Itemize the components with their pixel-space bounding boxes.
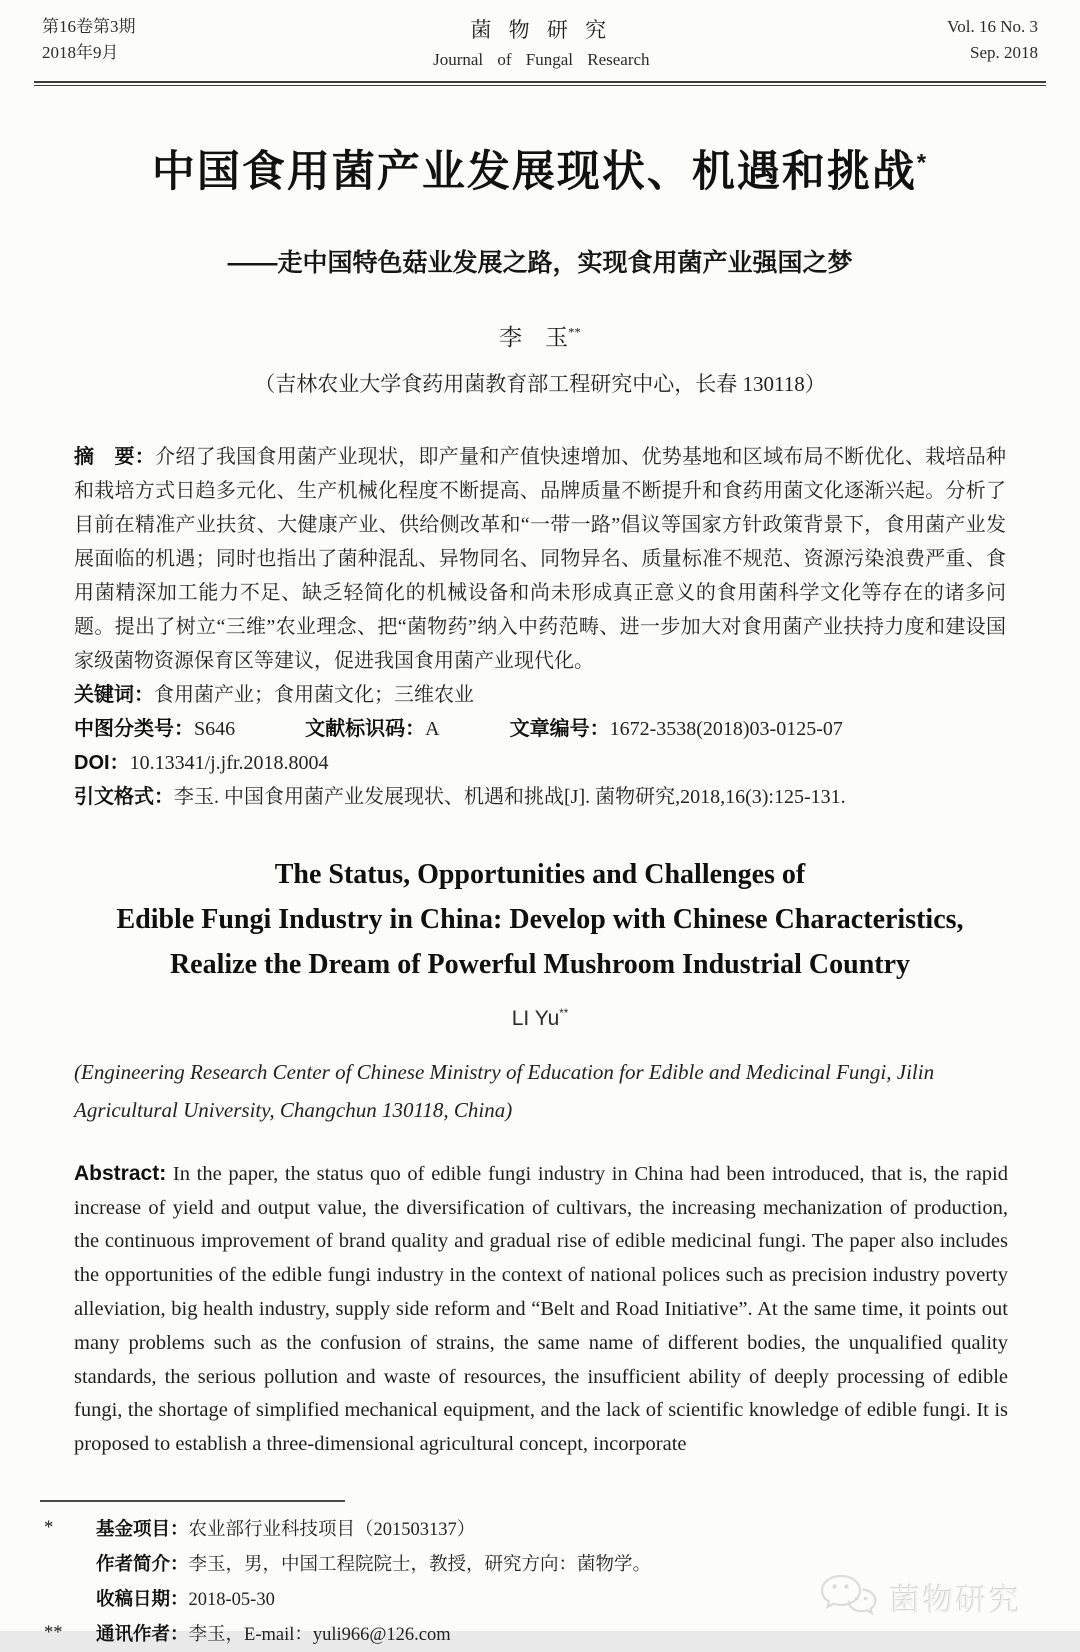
clc-value: S646: [194, 717, 236, 740]
author-name-en-text: LI Yu: [511, 1006, 560, 1030]
issue-date-en: Sep. 2018: [969, 43, 1038, 63]
article-id: [510, 712, 843, 746]
abstract-cn-paragraph: [74, 440, 1006, 678]
footnote-corresponding-content: [96, 1617, 451, 1652]
title-en-line2: Edible Fungi Industry in China: Develop with Chinese Characteristics,: [116, 903, 964, 935]
doc-code-value: A: [425, 717, 440, 740]
footnote-corresponding-label: 通讯作者：: [96, 1623, 189, 1645]
affiliation-en: (Engineering Research Center of Chinese Ministry of Education for Edible and Medicinal Fungi, Jilin Agricultural University, Changchun 130118, China): [74, 1059, 935, 1122]
title-en-line1: The Status, Opportunities and Challenges of: [274, 858, 806, 890]
doc-code-label: 文献标识码：: [305, 717, 426, 740]
issue-date-cn: 2018年9月: [42, 43, 119, 63]
keywords-cn-label: 关键词：: [74, 683, 154, 706]
footnote-corresponding-text: 李玉，E-mail：yuli966@126.com: [188, 1625, 451, 1646]
footnote-fund-content: [96, 1512, 475, 1547]
footnote-author-bio-text: 李玉，男，中国工程院院士，教授，研究方向：菌物学。: [188, 1555, 652, 1576]
article-id-value: 1672-3538(2018)03-0125-07: [609, 717, 843, 740]
abstract-en-label: Abstract:: [74, 1161, 167, 1185]
journal-name-en: Journal of Fungal Research: [433, 49, 650, 69]
watermark-text: 菌物研究: [890, 1583, 1022, 1618]
citation-text: 李玉. 中国食用菌产业发展现状、机遇和挑战[J]. 菌物研究,2018,16(3):125-131.: [174, 785, 846, 808]
abstract-section-en: [74, 1157, 1008, 1462]
title-en-line3: Realize the Dream of Powerful Mushroom Industrial Country: [169, 948, 911, 980]
abstract-cn-label: 摘 要：: [74, 445, 156, 468]
doi-value: 10.13341/j.jfr.2018.8004: [129, 751, 329, 774]
masthead-journal-name: [433, 14, 649, 73]
citation-label: 引文格式：: [74, 785, 174, 808]
classification-line: [74, 712, 1006, 746]
volume-issue-en: Vol. 16 No. 3: [947, 17, 1038, 36]
doi-line: [74, 746, 1006, 780]
article-title-en: [0, 852, 1080, 987]
footnote-received-label: 收稿日期：: [96, 1588, 189, 1610]
author-name-cn-text: 李 玉: [499, 324, 569, 350]
article-subtitle-cn: ——走中国特色菇业发展之路，实现食用菌产业强国之梦: [227, 248, 853, 277]
keywords-cn-text: 食用菌产业；食用菌文化；三维农业: [154, 683, 474, 706]
abstract-en-paragraph: [74, 1157, 1008, 1462]
footnote-corresponding-marker: **: [44, 1623, 63, 1644]
footnote-fund-marker: *: [44, 1518, 54, 1539]
footnote-author-bio-content: [96, 1547, 651, 1582]
abstract-section-cn: [74, 440, 1006, 814]
wechat-bubbles-icon: [818, 1572, 880, 1623]
abstract-cn-text: 介绍了我国食用菌产业现状，即产量和产值快速增加、优势基地和区域布局不断优化、栽培品种和栽培方式日趋多元化、生产机械化程度不断提高、品牌质量不断提升和食药用菌文化逐渐兴起。分析了目前在精准产业扶贫、大健康产业、供给侧改革和“一带一路”倡议等国家方针政策背景下，食用菌产业发展面临的机遇；同时也指出了菌种混乱、异物同名、同物异名、质量标准不规范、资源污染浪费严重、食用菌精深加工能力不足、缺乏轻简化的机械设备和尚未形成真正意义的食用菌科学文化等存在的诸多问题。提出了树立“三维”农业理念、把“菌物药”纳入中药范畴、进一步加大对食用菌产业扶持力度和建设国家级菌物资源保育区等建议，促进我国食用菌产业现代化。: [74, 445, 1007, 672]
title-footnote-marker: *: [916, 150, 929, 177]
affiliation-cn: （吉林农业大学食药用菌教育部工程研究中心，长春 130118）: [254, 371, 826, 396]
author-footnote-marker: **: [568, 325, 581, 340]
footnote-divider: [40, 1500, 345, 1502]
journal-name-cn: 菌 物 研 究: [470, 18, 613, 42]
footnote-received-marker: [44, 1582, 96, 1617]
doi-label: DOI：: [74, 751, 130, 774]
footnote-fund-label: 基金项目：: [96, 1518, 189, 1540]
citation-line: [74, 780, 1006, 814]
masthead-divider: [34, 81, 1046, 86]
footnote-fund-text: 农业部行业科技项目（201503137）: [188, 1520, 476, 1541]
article-title-cn: [0, 138, 1080, 199]
footnote-fund: [44, 1512, 1080, 1547]
article-id-label: 文章编号：: [509, 717, 610, 740]
document-code: [305, 712, 439, 746]
volume-issue-cn: 第16卷第3期: [42, 17, 136, 36]
author-en-footnote-marker: **: [559, 1007, 569, 1020]
footnote-author-bio-label: 作者简介：: [96, 1553, 189, 1575]
author-name-en: [0, 1007, 1080, 1031]
journal-masthead: [0, 0, 1080, 79]
footnote-received-content: [96, 1582, 275, 1617]
author-name-cn: [0, 319, 1080, 352]
clc-label: 中图分类号：: [74, 717, 194, 740]
article-title-cn-text: 中国食用菌产业发展现状、机遇和挑战: [151, 147, 917, 196]
wechat-watermark: [818, 1572, 1022, 1623]
clc-number: [74, 712, 235, 746]
keywords-cn-line: [74, 678, 1006, 712]
masthead-issue-en: [947, 14, 1038, 67]
footnote-received-text: 2018-05-30: [188, 1590, 275, 1611]
masthead-issue-cn: [42, 14, 136, 67]
footnote-author-bio-marker: [44, 1547, 96, 1582]
abstract-en-text: In the paper, the status quo of edible fungi industry in China had been introduced, that is, the rapid increase of yield and output value, the diversification of cultivars, the increasing mechanization of production, the continuous improvement of brand quality and gradual rise of edible medicinal fungi. The paper also includes the opportunities of the edible fungi industry in the context of national polices such as precision industry poverty alleviation, big health industry, supply side reform and “Belt and Road Initiative”. At the same time, it points out many problems such as the confusion of strains, the same name of different bodies, the unqualified quality standards, the serious pollution and waste of resources, the insufficient ability of deeply processing of edible fungi, the shortage of simplified mechanical equipment, and the lack of scientific knowledge of edible fungi. It is proposed to establish a three-dimensional agricultural concept, incorporate: [74, 1162, 1008, 1456]
